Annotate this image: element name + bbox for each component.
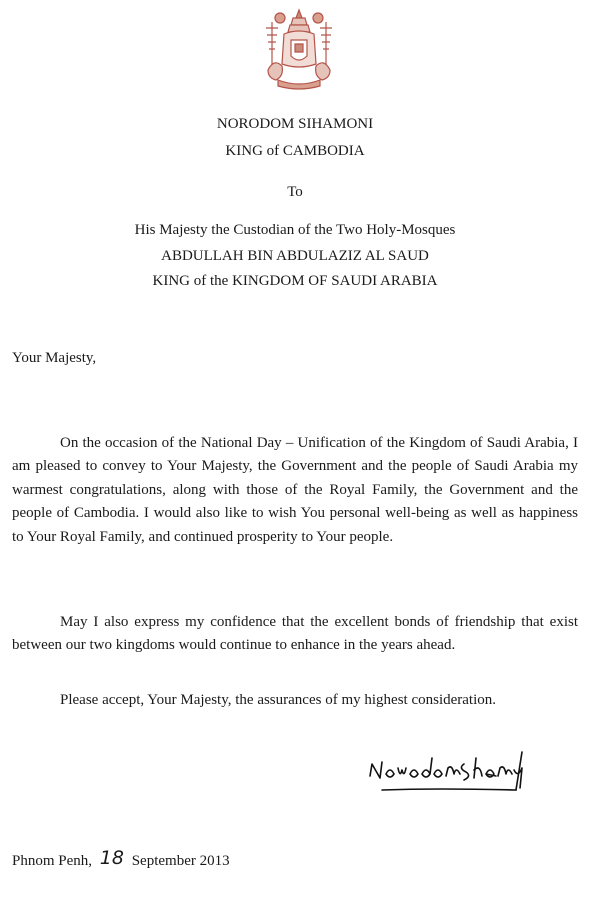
recipient-name: ABDULLAH BIN ABDULAZIZ AL SAUD [161, 248, 429, 264]
body-paragraph-closing: Please accept, Your Majesty, the assurances of my highest consideration. [60, 692, 497, 708]
sender-title: KING of CAMBODIA [225, 143, 365, 159]
sender-name: NORODOM SIHAMONI [216, 116, 374, 132]
royal-coat-of-arms-icon [262, 8, 336, 90]
place-name: Phnom Penh, [12, 853, 93, 869]
recipient-honorific: His Majesty the Custodian of the Two Holy-Mosques [134, 222, 456, 238]
to-label: To [287, 184, 303, 200]
month-year: September 2013 [131, 853, 230, 869]
recipient-title: KING of the KINGDOM OF SAUDI ARABIA [152, 273, 438, 289]
body-paragraph-congratulations: On the occasion of the National Day – Unification of the Kingdom of Saudi Arabia, I am pleased to convey to Your Majesty, the Government and the people of Saudi Arabia my warmest congratulations, along with those of the Royal Family, the Government and the people of Cambodia. I would also like to wish You personal well-being as well as happiness to Your Royal Family, and continued prosperity to Your people. [12, 435, 578, 545]
salutation: Your Majesty, [12, 350, 97, 366]
place-date-line [12, 848, 230, 870]
handwritten-day: 18 [99, 847, 124, 869]
body-paragraph-friendship: May I also express my confidence that the excellent bonds of friendship that exist between our two kingdoms would continue to enhance in the years ahead. [12, 614, 578, 654]
handwritten-signature-icon [366, 744, 526, 800]
